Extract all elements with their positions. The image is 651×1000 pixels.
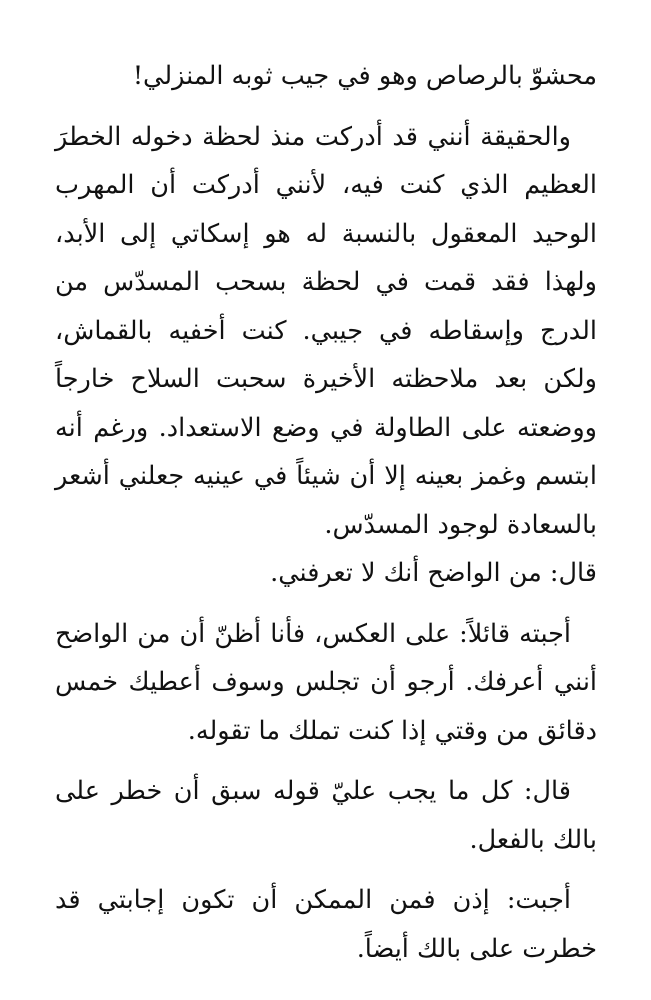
paragraph-he-said-2: قال: كل ما يجب عليّ قوله سبق أن خطر على بالك بالفعل. bbox=[55, 776, 597, 855]
paragraph-realization: والحقيقة أنني قد أدركت منذ لحظة دخوله الخطرَ العظيم الذي كنت فيه، لأنني أدركت أن المهرب الوحيد المعقول بالنسبة له هو إسكاتي إلى الأبد، ولهذا فقد قمت في لحظة بسحب المسدّس من الدرج وإسقاطه في جيبي. كنت أخفيه بالقماش، ولكن بعد ملاحظته الأخيرة سحبت السلاح خارجاً ووضعته على الطاولة في وضع الاستعداد. ورغم أنه ابتسم وغمز بعينه إلا أن شيئاً في عينيه جعلني أشعر بالسعادة لوجود المسدّس. bbox=[55, 121, 597, 540]
paragraph-i-answered: أجبته قائلاً: على العكس، فأنا أظنّ أن من الواضح أنني أعرفك. أرجو أن تجلس وسوف أعطيك خمس دقائق من وقتي إذا كنت تملك ما تقوله. bbox=[55, 618, 597, 746]
paragraph-i-replied: أجبت: إذن فمن الممكن أن تكون إجابتي قد خطرت على بالك أيضاً. bbox=[55, 885, 597, 964]
paragraph-he-said: قال: من الواضح أنك لا تعرفني. bbox=[270, 558, 597, 588]
page-text bbox=[55, 52, 597, 973]
paragraph-continuation: محشوّ بالرصاص وهو في جيب ثوبه المنزلي! bbox=[132, 61, 597, 91]
